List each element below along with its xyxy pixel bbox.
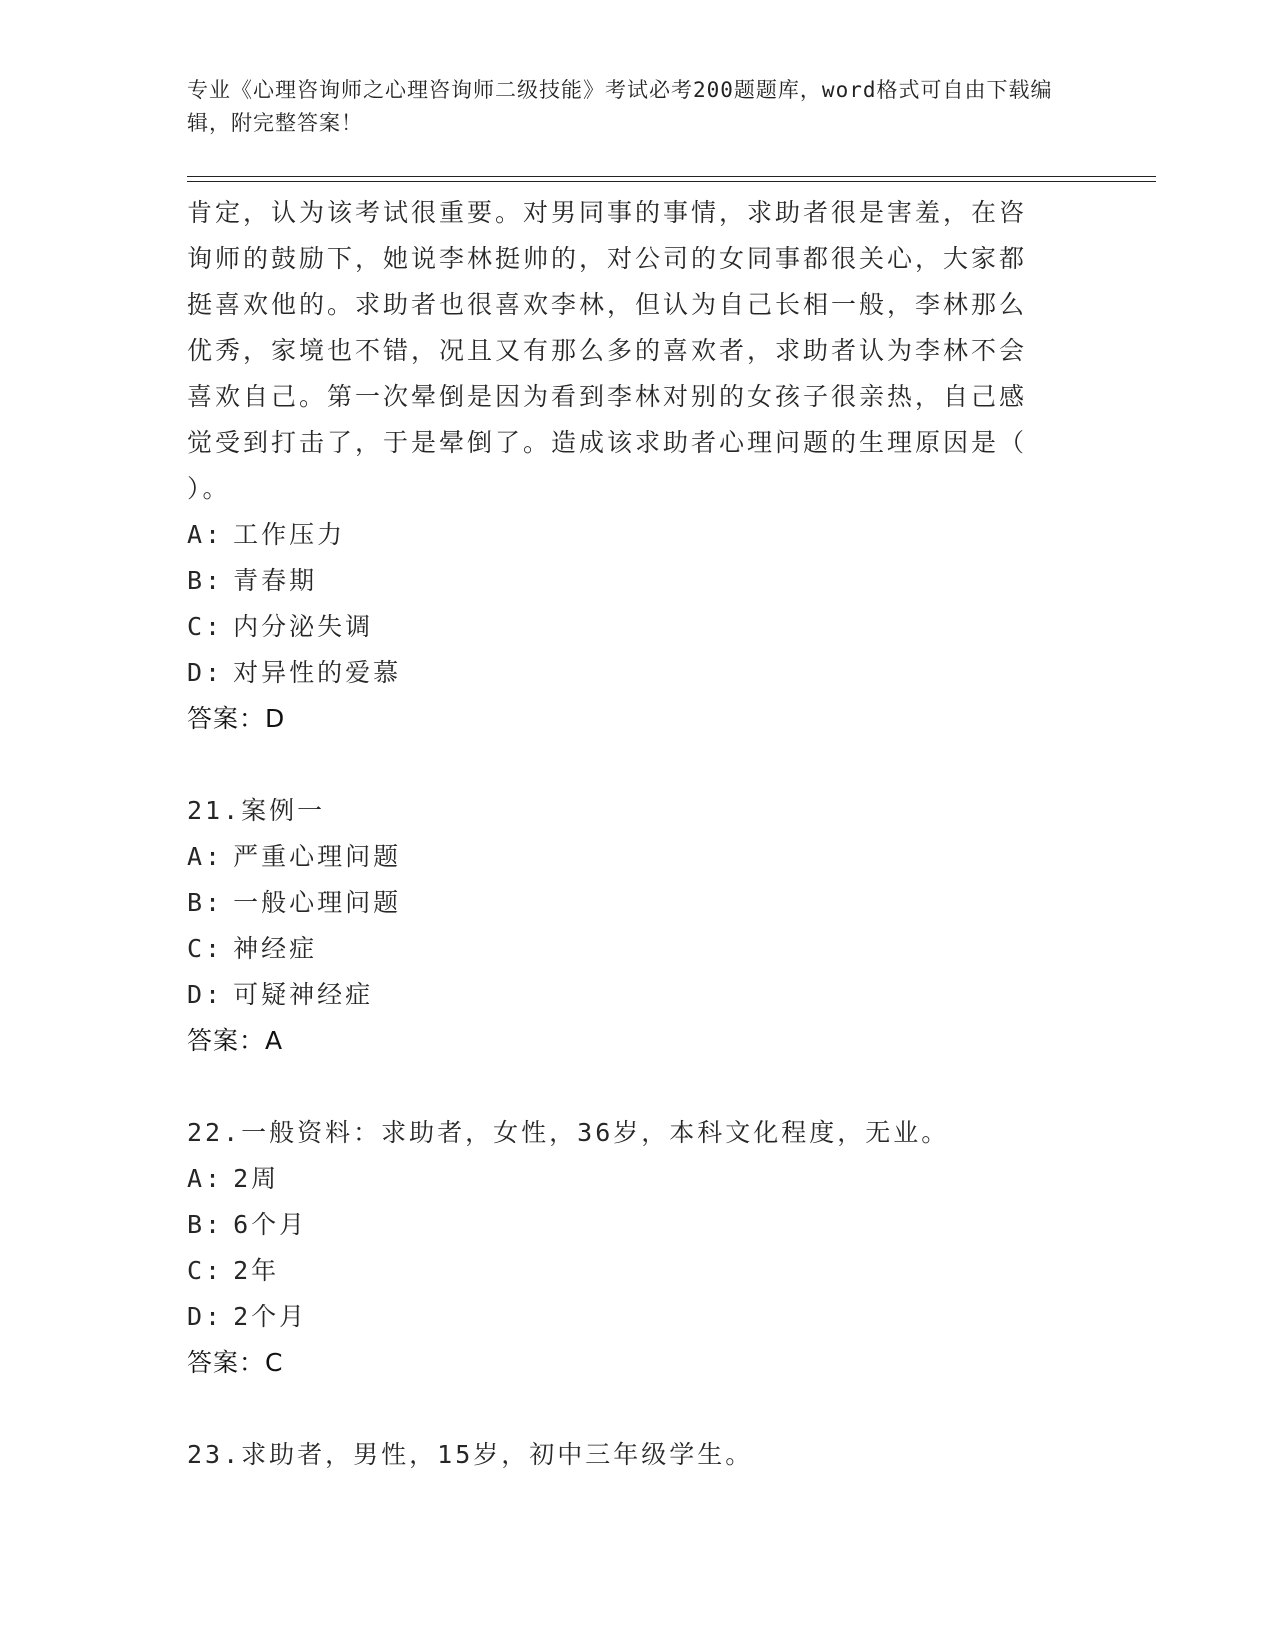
option-c bbox=[187, 926, 1067, 972]
answer-line: 答案：A bbox=[187, 1026, 284, 1055]
option-a bbox=[187, 834, 1067, 880]
spacer bbox=[187, 1386, 1067, 1432]
spacer bbox=[187, 742, 1067, 788]
answer-line: 答案：D bbox=[187, 704, 286, 733]
option-text: 可疑神经症 bbox=[233, 980, 374, 1009]
question-20 bbox=[187, 190, 1067, 742]
option-letter: D: bbox=[187, 658, 224, 687]
option-text: 一般心理问题 bbox=[233, 888, 402, 917]
question-stem-line: 觉受到打击了，于是晕倒了。造成该求助者心理问题的生理原因是（ bbox=[187, 428, 1028, 457]
option-d bbox=[187, 650, 1067, 696]
question-content bbox=[187, 190, 1067, 1478]
question-stem-line: 询师的鼓励下，她说李林挺帅的，对公司的女同事都很关心，大家都 bbox=[187, 244, 1028, 273]
question-22 bbox=[187, 1110, 1067, 1386]
option-letter: C: bbox=[187, 1256, 224, 1285]
question-stem-line: 优秀，家境也不错，况且又有那么多的喜欢者，求助者认为李林不会 bbox=[187, 336, 1028, 365]
option-text: 工作压力 bbox=[233, 520, 346, 549]
option-text: 2个月 bbox=[233, 1302, 308, 1331]
option-letter: D: bbox=[187, 980, 224, 1009]
option-text: 青春期 bbox=[233, 566, 318, 595]
question-stem: 21.案例一 bbox=[187, 796, 326, 825]
option-b bbox=[187, 558, 1067, 604]
option-c bbox=[187, 1248, 1067, 1294]
option-text: 内分泌失调 bbox=[233, 612, 374, 641]
option-d bbox=[187, 972, 1067, 1018]
question-23 bbox=[187, 1432, 1067, 1478]
option-letter: A: bbox=[187, 520, 224, 549]
question-stem: 22.一般资料：求助者，女性，36岁，本科文化程度，无业。 bbox=[187, 1118, 950, 1147]
option-letter: D: bbox=[187, 1302, 224, 1331]
page-header bbox=[187, 74, 1067, 140]
option-text: 6个月 bbox=[233, 1210, 308, 1239]
answer-line: 答案：C bbox=[187, 1348, 284, 1377]
option-letter: A: bbox=[187, 1164, 224, 1193]
question-stem-line: 挺喜欢他的。求助者也很喜欢李林，但认为自己长相一般，李林那么 bbox=[187, 290, 1028, 319]
option-b bbox=[187, 880, 1067, 926]
option-text: 2周 bbox=[233, 1164, 280, 1193]
option-d bbox=[187, 1294, 1067, 1340]
option-letter: B: bbox=[187, 566, 224, 595]
header-text: 专业《心理咨询师之心理咨询师二级技能》考试必考200题题库，word格式可自由下载编辑，附完整答案！ bbox=[187, 78, 1053, 135]
option-letter: A: bbox=[187, 842, 224, 871]
spacer bbox=[187, 1064, 1067, 1110]
option-text: 神经症 bbox=[233, 934, 318, 963]
option-a bbox=[187, 512, 1067, 558]
option-text: 2年 bbox=[233, 1256, 280, 1285]
question-stem-line: ）。 bbox=[187, 474, 231, 503]
option-text: 对异性的爱慕 bbox=[233, 658, 402, 687]
option-c bbox=[187, 604, 1067, 650]
question-stem-line: 肯定，认为该考试很重要。对男同事的事情，求助者很是害羞，在咨 bbox=[187, 198, 1028, 227]
question-stem-line: 喜欢自己。第一次晕倒是因为看到李林对别的女孩子很亲热，自己感 bbox=[187, 382, 1028, 411]
option-letter: B: bbox=[187, 888, 224, 917]
option-a bbox=[187, 1156, 1067, 1202]
option-b bbox=[187, 1202, 1067, 1248]
option-letter: B: bbox=[187, 1210, 224, 1239]
option-letter: C: bbox=[187, 612, 224, 641]
question-stem: 23.求助者，男性，15岁，初中三年级学生。 bbox=[187, 1440, 754, 1469]
option-text: 严重心理问题 bbox=[233, 842, 402, 871]
header-double-rule bbox=[187, 176, 1156, 182]
option-letter: C: bbox=[187, 934, 224, 963]
question-21 bbox=[187, 788, 1067, 1064]
